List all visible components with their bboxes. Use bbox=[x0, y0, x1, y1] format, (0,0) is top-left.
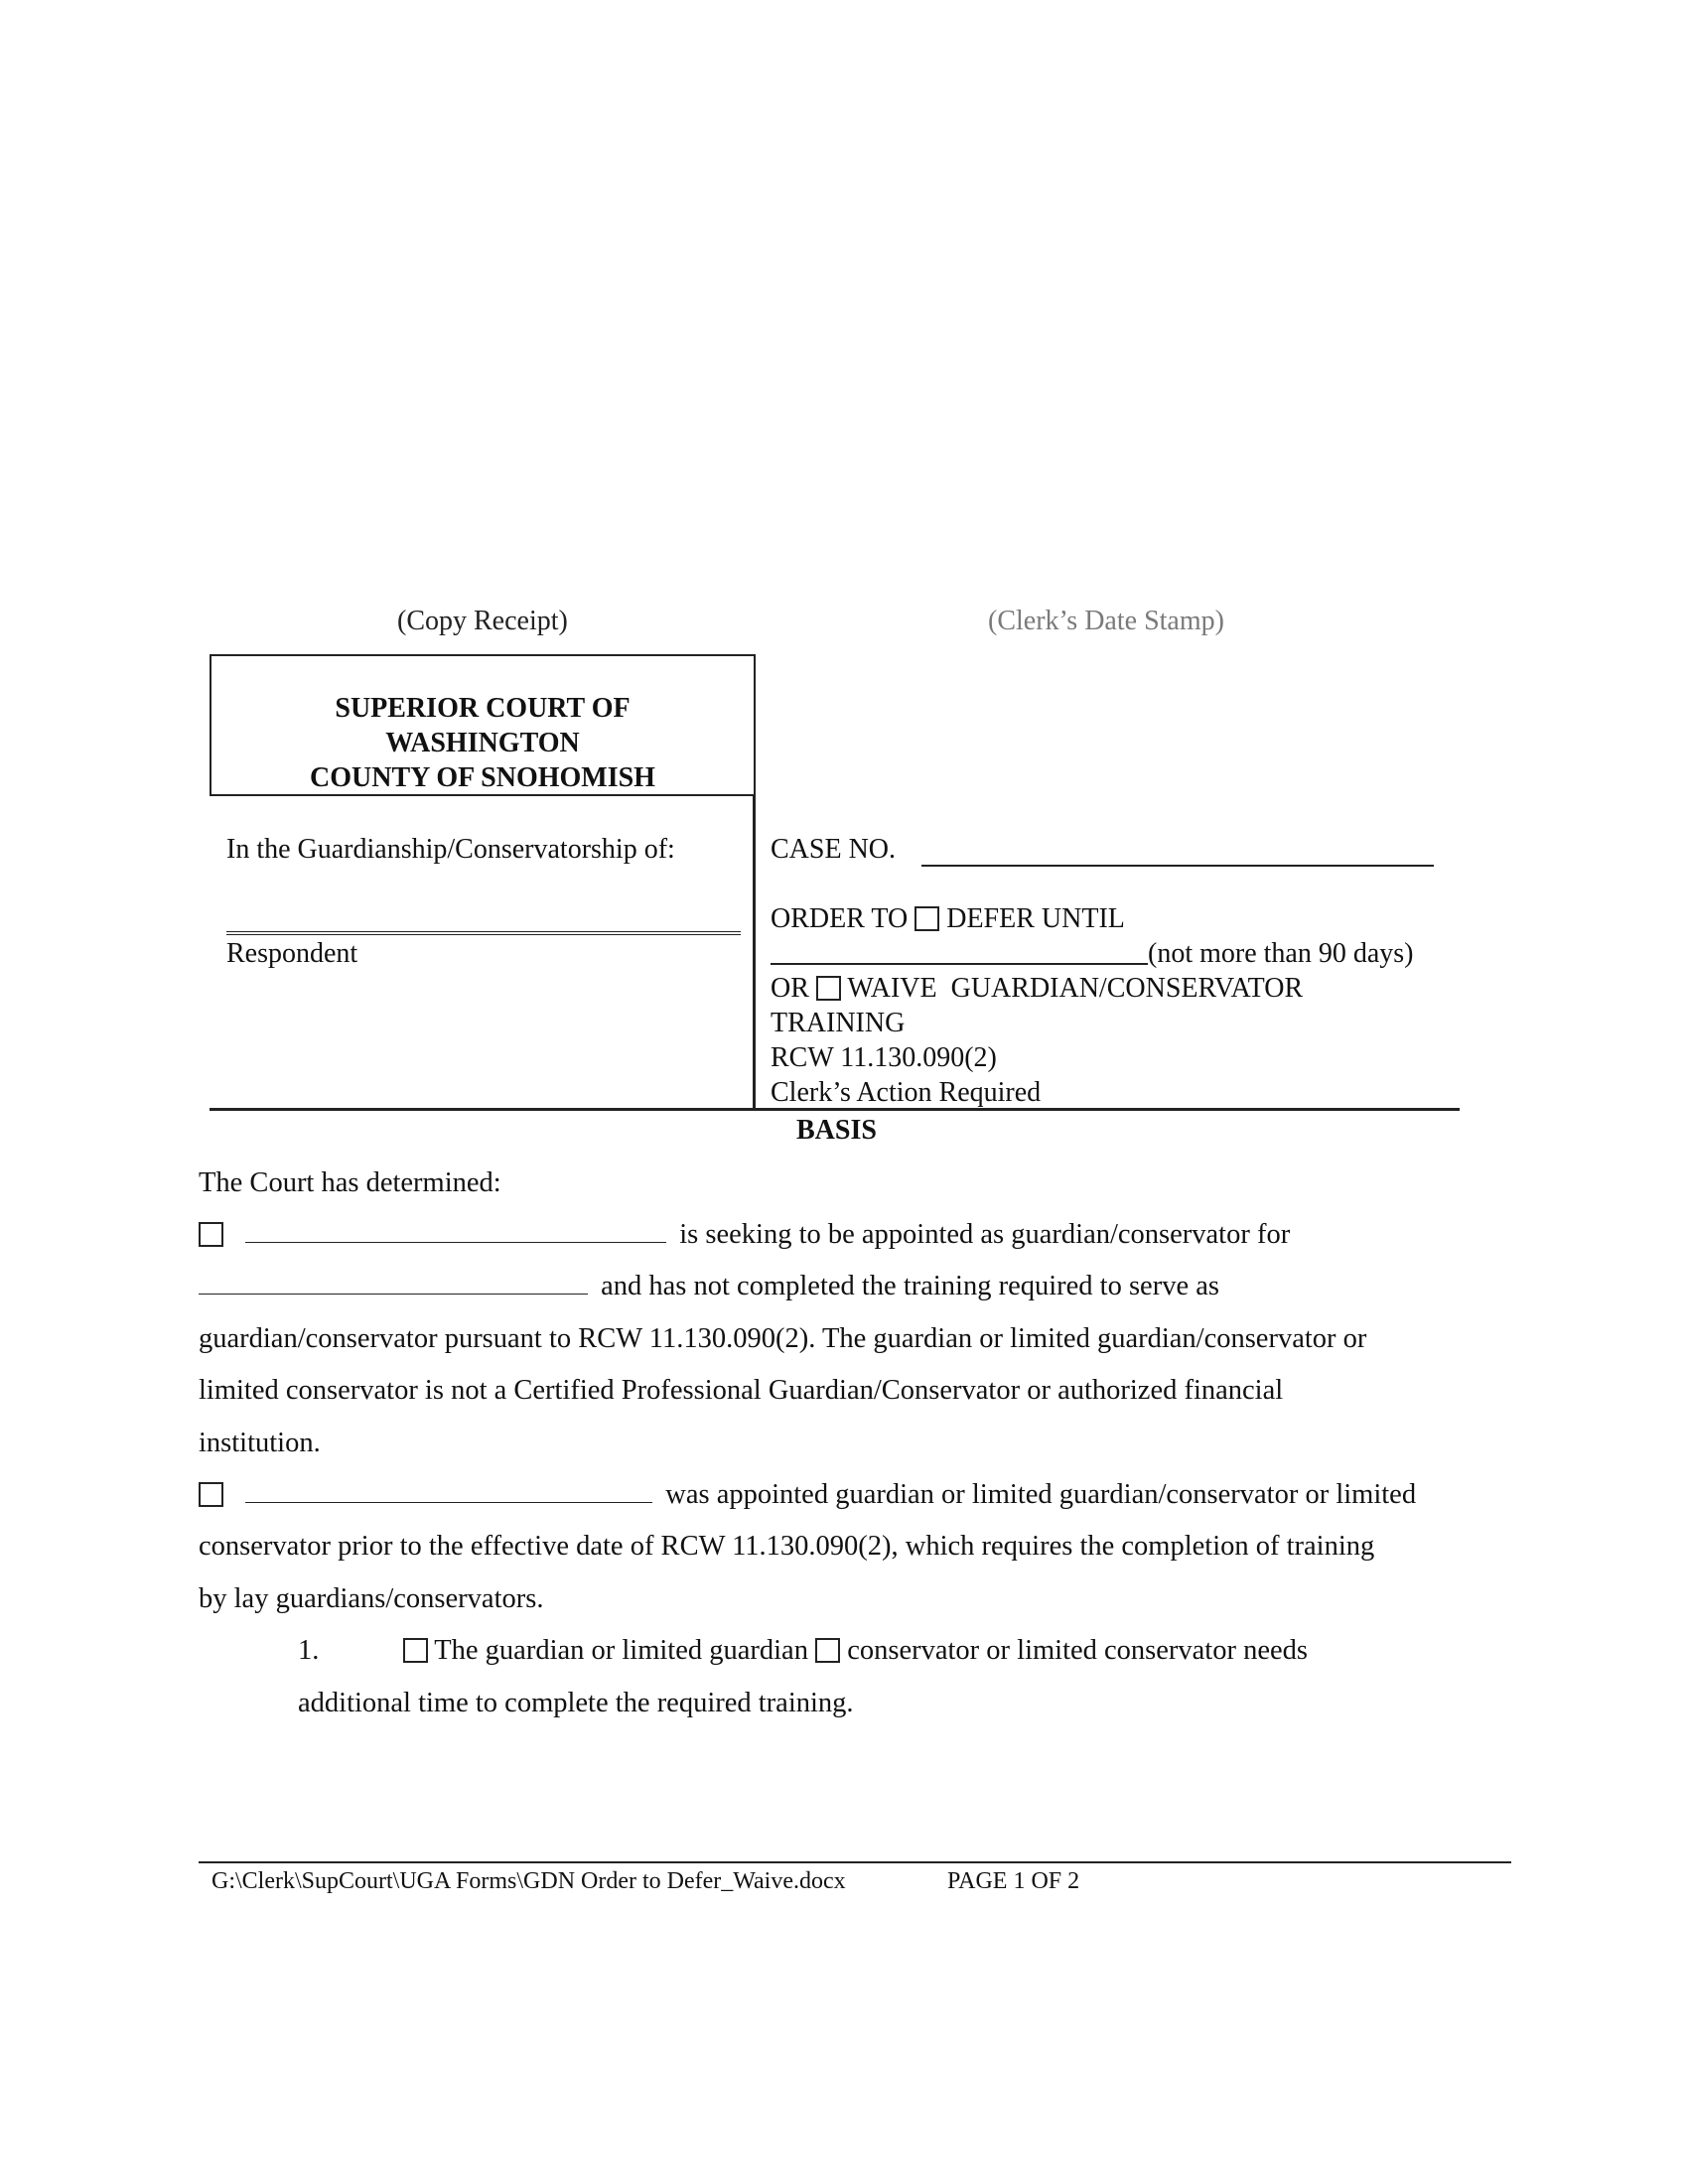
footer-file-path: G:\Clerk\SupCourt\UGA Forms\GDN Order to Defer_Waive.docx bbox=[211, 1868, 846, 1894]
guardian-checkbox[interactable] bbox=[403, 1638, 428, 1663]
defer-date-line[interactable] bbox=[771, 963, 1148, 965]
basis-heading: BASIS bbox=[796, 1115, 877, 1146]
court-name-box bbox=[210, 654, 756, 796]
order-to-line bbox=[771, 901, 1125, 936]
defer-until-label: DEFER UNTIL bbox=[946, 903, 1125, 934]
waive-line bbox=[771, 971, 1303, 1006]
item2-line1 bbox=[199, 1477, 1416, 1512]
defer-checkbox[interactable] bbox=[914, 906, 939, 931]
conservator-needs-text: conservator or limited conservator needs bbox=[847, 1635, 1308, 1666]
not-more-than-90-days: (not more than 90 days) bbox=[1148, 938, 1414, 969]
court-name-line3: COUNTY OF SNOHOMISH bbox=[310, 762, 655, 793]
waive-label: WAIVE GUARDIAN/CONSERVATOR bbox=[847, 973, 1304, 1004]
footer-page-number: PAGE 1 OF 2 bbox=[947, 1868, 1080, 1894]
numbered-item1-line1 bbox=[298, 1633, 1308, 1668]
numbered-item1-line2: additional time to complete the required training. bbox=[298, 1688, 854, 1718]
guardianship-of-label: In the Guardianship/Conservatorship of: bbox=[226, 834, 675, 865]
clerk-action-label: Clerk’s Action Required bbox=[771, 1077, 1042, 1108]
item1-line5: institution. bbox=[199, 1428, 321, 1458]
waive-checkbox[interactable] bbox=[816, 976, 841, 1001]
item1-applicant-name-blank[interactable] bbox=[245, 1222, 666, 1243]
item2-checkbox[interactable] bbox=[199, 1482, 223, 1507]
item2-line2: conservator prior to the effective date of RCW 11.130.090(2), which requires the completion of training bbox=[199, 1531, 1375, 1562]
item2-line3: by lay guardians/conservators. bbox=[199, 1583, 544, 1614]
case-no-line[interactable] bbox=[921, 865, 1434, 867]
case-no-label: CASE NO. bbox=[771, 834, 897, 865]
item1-line1 bbox=[199, 1217, 1290, 1252]
caption-divider bbox=[753, 794, 756, 1110]
clerk-date-stamp-label: (Clerk’s Date Stamp) bbox=[988, 606, 1224, 636]
respondent-label: Respondent bbox=[226, 938, 358, 969]
item1-line3: guardian/conservator pursuant to RCW 11.130.090(2). The guardian or limited guardian/conservator or bbox=[199, 1323, 1367, 1354]
item2-guardian-name-blank[interactable] bbox=[245, 1482, 652, 1503]
or-label: OR bbox=[771, 973, 809, 1004]
footer-rule bbox=[199, 1861, 1511, 1863]
court-name-line1: SUPERIOR COURT OF bbox=[335, 693, 631, 724]
item1-not-completed-text: and has not completed the training required to serve as bbox=[601, 1271, 1219, 1301]
rcw-label: RCW 11.130.090(2) bbox=[771, 1042, 997, 1073]
item1-line4: limited conservator is not a Certified Professional Guardian/Conservator or authorized financial bbox=[199, 1375, 1284, 1406]
item1-seeking-text: is seeking to be appointed as guardian/conservator for bbox=[679, 1219, 1291, 1250]
court-name-line2: WASHINGTON bbox=[385, 728, 580, 758]
guardian-needs-text: The guardian or limited guardian bbox=[434, 1635, 808, 1666]
copy-receipt-label: (Copy Receipt) bbox=[397, 606, 568, 636]
order-to-label: ORDER TO bbox=[771, 903, 909, 934]
respondent-name-line[interactable] bbox=[226, 931, 741, 935]
item1-respondent-name-blank[interactable] bbox=[199, 1274, 588, 1295]
item2-appointed-text: was appointed guardian or limited guardian/conservator or limited bbox=[665, 1479, 1417, 1510]
court-determined-intro: The Court has determined: bbox=[199, 1167, 501, 1198]
item1-checkbox[interactable] bbox=[199, 1222, 223, 1247]
conservator-checkbox[interactable] bbox=[815, 1638, 840, 1663]
training-label: TRAINING bbox=[771, 1008, 906, 1038]
numbered-item1-number: 1. bbox=[298, 1635, 320, 1666]
item1-line2 bbox=[199, 1269, 1219, 1303]
